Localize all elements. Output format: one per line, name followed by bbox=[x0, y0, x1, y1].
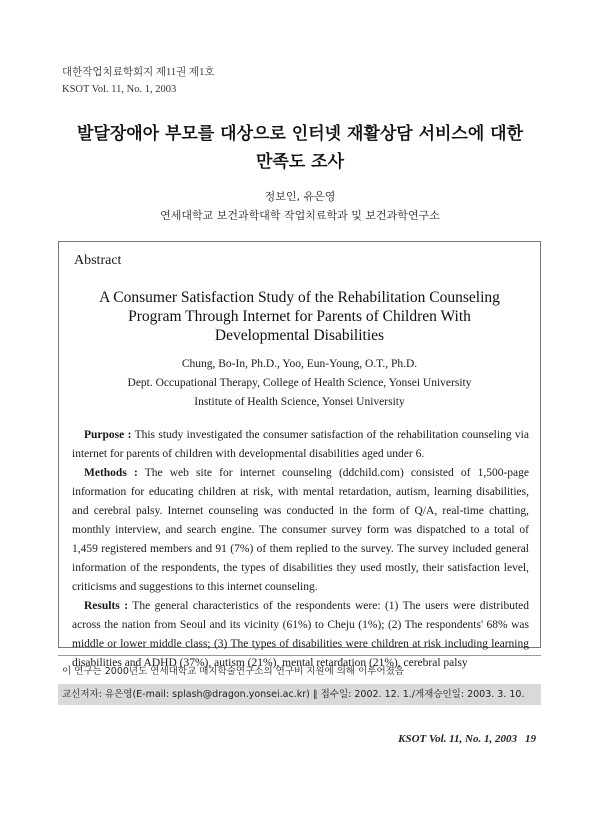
korean-title-line-1: 발달장애아 부모를 대상으로 인터넷 재활상담 서비스에 대한 bbox=[76, 124, 524, 144]
english-authors: Chung, Bo-In, Ph.D., Yoo, Eun-Young, O.T., Ph.D. bbox=[181, 358, 418, 370]
results-label: Results : bbox=[84, 600, 129, 612]
purpose-text: This study investigated the consumer satisfaction of the rehabilitation counseling via internet for parents of children with developmental disabilities aged under 6. bbox=[72, 429, 529, 460]
korean-title-line-2: 만족도 조사 bbox=[255, 152, 345, 172]
journal-name-korean: 대한작업치료학회지 제11권 제1호 bbox=[62, 67, 215, 78]
journal-header bbox=[62, 64, 214, 98]
english-title-line-2: Program Through Internet for Parents of Children With bbox=[128, 308, 471, 325]
results-text: The general characteristics of the respondents were: (1) The users were distributed across the nation from Seoul and its vicinity (61%) to Cheju (1%); (2) The respondents' 68% was middle or lower middle class; (3) The types of disabilities were children at risk including learning disabilities and ADHD (37%), autism (21%), mental retardation (21%), cerebral palsy bbox=[72, 600, 529, 669]
methods-label: Methods : bbox=[84, 467, 138, 479]
methods-text: The web site for internet counseling (ddchild.com) consisted of 1,500-page information for educating children at risk, with mental retardation, autism, learning disabilities, and cerebral palsy. Internet counseling was conducted in the form of Q/A, real-time chatting, monthly interview, and search engine. The consumer survey form was dispatched to a total of 1,459 registered members and 91 (7%) of them replied to the survey. The survey included general information of the respondents, the types of disabilities they used mostly, their satisfaction level, criticisms and suggestions to this internet counseling. bbox=[72, 467, 529, 593]
page-folio bbox=[398, 733, 536, 745]
abstract-box bbox=[58, 241, 541, 669]
folio-journal: KSOT Vol. 11, No. 1, 2003 bbox=[398, 733, 517, 745]
korean-authors: 정보인, 유은영 bbox=[264, 190, 336, 203]
abstract-body bbox=[72, 426, 529, 673]
funding-footnote: 이 연구는 2000년도 연세대학교 매지학술연구소의 연구비 지원에 의해 이루어졌음 bbox=[62, 666, 404, 677]
korean-title bbox=[0, 120, 600, 176]
english-institute: Institute of Health Science, Yonsei University bbox=[194, 396, 405, 408]
correspondence-bar: 교신저자: 유은영(E-mail: splash@dragon.yonsei.ac.kr) ∥ 접수일: 2002. 12. 1./게재승인일: 2003. 3. 10. bbox=[58, 684, 541, 705]
english-title-line-1: A Consumer Satisfaction Study of the Rehabilitation Counseling bbox=[99, 289, 500, 306]
korean-affiliation: 연세대학교 보건과학대학 작업치료학과 및 보건과학연구소 bbox=[160, 209, 440, 222]
korean-byline bbox=[0, 187, 600, 225]
purpose-label: Purpose : bbox=[84, 429, 132, 441]
english-byline bbox=[59, 355, 540, 412]
results-paragraph bbox=[72, 597, 529, 673]
methods-paragraph bbox=[72, 464, 529, 597]
purpose-paragraph bbox=[72, 426, 529, 464]
english-department: Dept. Occupational Therapy, College of Health Science, Yonsei University bbox=[127, 377, 472, 389]
footnote-divider bbox=[58, 655, 541, 656]
journal-volume: KSOT Vol. 11, No. 1, 2003 bbox=[62, 84, 177, 95]
page-number: 19 bbox=[525, 733, 536, 745]
abstract-label: Abstract bbox=[74, 253, 122, 268]
english-title-line-3: Developmental Disabilities bbox=[214, 327, 385, 344]
english-title bbox=[59, 288, 540, 345]
